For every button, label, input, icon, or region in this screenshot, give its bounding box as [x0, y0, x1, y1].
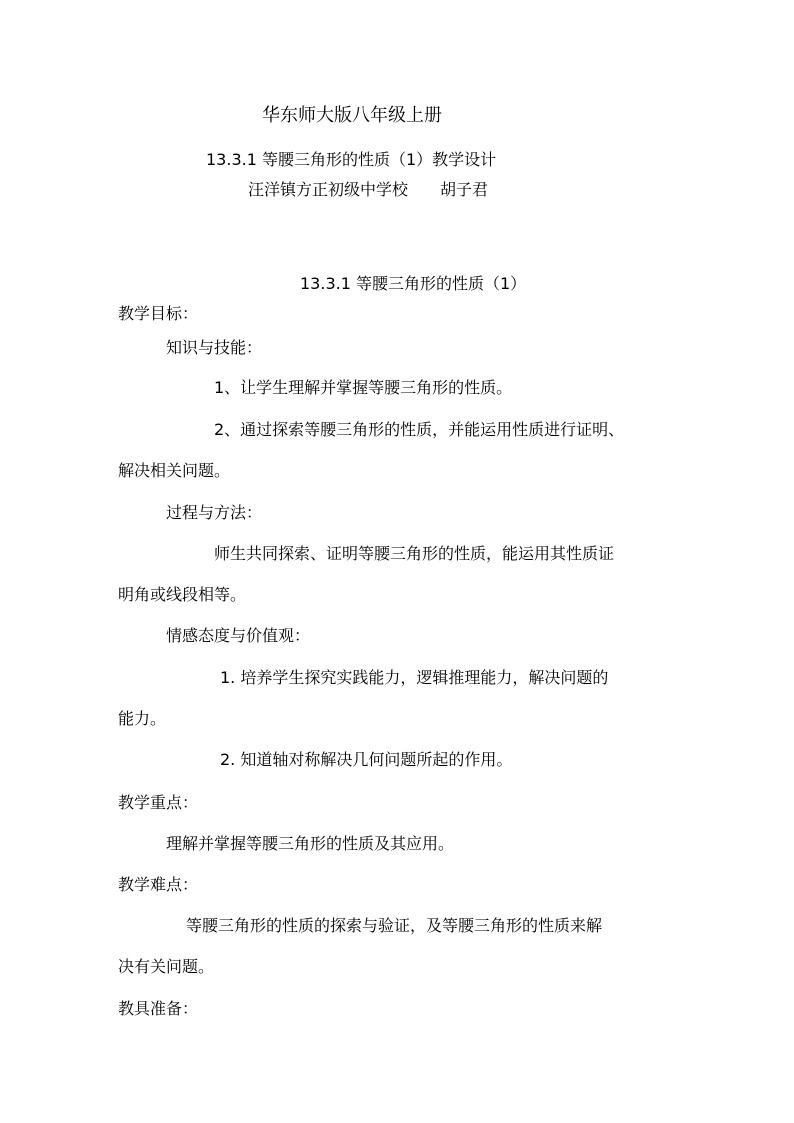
knowledge-item-2-line-1: 2、通过探索等腰三角形的性质，并能运用性质进行证明、	[214, 420, 625, 439]
process-label: 过程与方法：	[166, 503, 263, 522]
objectives-heading: 教学目标：	[118, 304, 199, 323]
knowledge-item-1: 1、让学生理解并掌握等腰三角形的性质。	[214, 378, 513, 397]
school-name: 汪洋镇方正初级中学校	[248, 180, 409, 199]
emotion-label: 情感态度与价值观：	[166, 626, 311, 645]
emotion-item-1-line-2: 能力。	[118, 709, 167, 728]
emotion-item-2: 2. 知道轴对称解决几何问题所起的作用。	[220, 750, 513, 769]
process-line-1: 师生共同探索、证明等腰三角形的性质，能运用其性质证	[214, 544, 615, 563]
materials-heading: 教具准备：	[118, 999, 199, 1018]
difficulties-line-1: 等腰三角形的性质的探索与验证，及等腰三角形的性质来解	[186, 916, 603, 935]
book-title: 华东师大版八年级上册	[262, 105, 442, 126]
section-title: 13.3.1 等腰三角形的性质（1）	[300, 274, 527, 293]
knowledge-item-2-line-2: 解决相关问题。	[118, 461, 231, 480]
key-points-heading: 教学重点：	[118, 793, 199, 812]
author-name: 胡子君	[440, 180, 489, 199]
difficulties-heading: 教学难点：	[118, 875, 199, 894]
knowledge-label: 知识与技能：	[166, 338, 263, 357]
difficulties-line-2: 决有关问题。	[118, 957, 215, 976]
emotion-item-1-line-1: 1. 培养学生探究实践能力，逻辑推理能力，解决问题的	[220, 668, 609, 687]
key-points-text: 理解并掌握等腰三角形的性质及其应用。	[166, 834, 455, 853]
lesson-design-title: 13.3.1 等腰三角形的性质（1）教学设计	[206, 150, 497, 169]
process-line-2: 明角或线段相等。	[118, 585, 247, 604]
